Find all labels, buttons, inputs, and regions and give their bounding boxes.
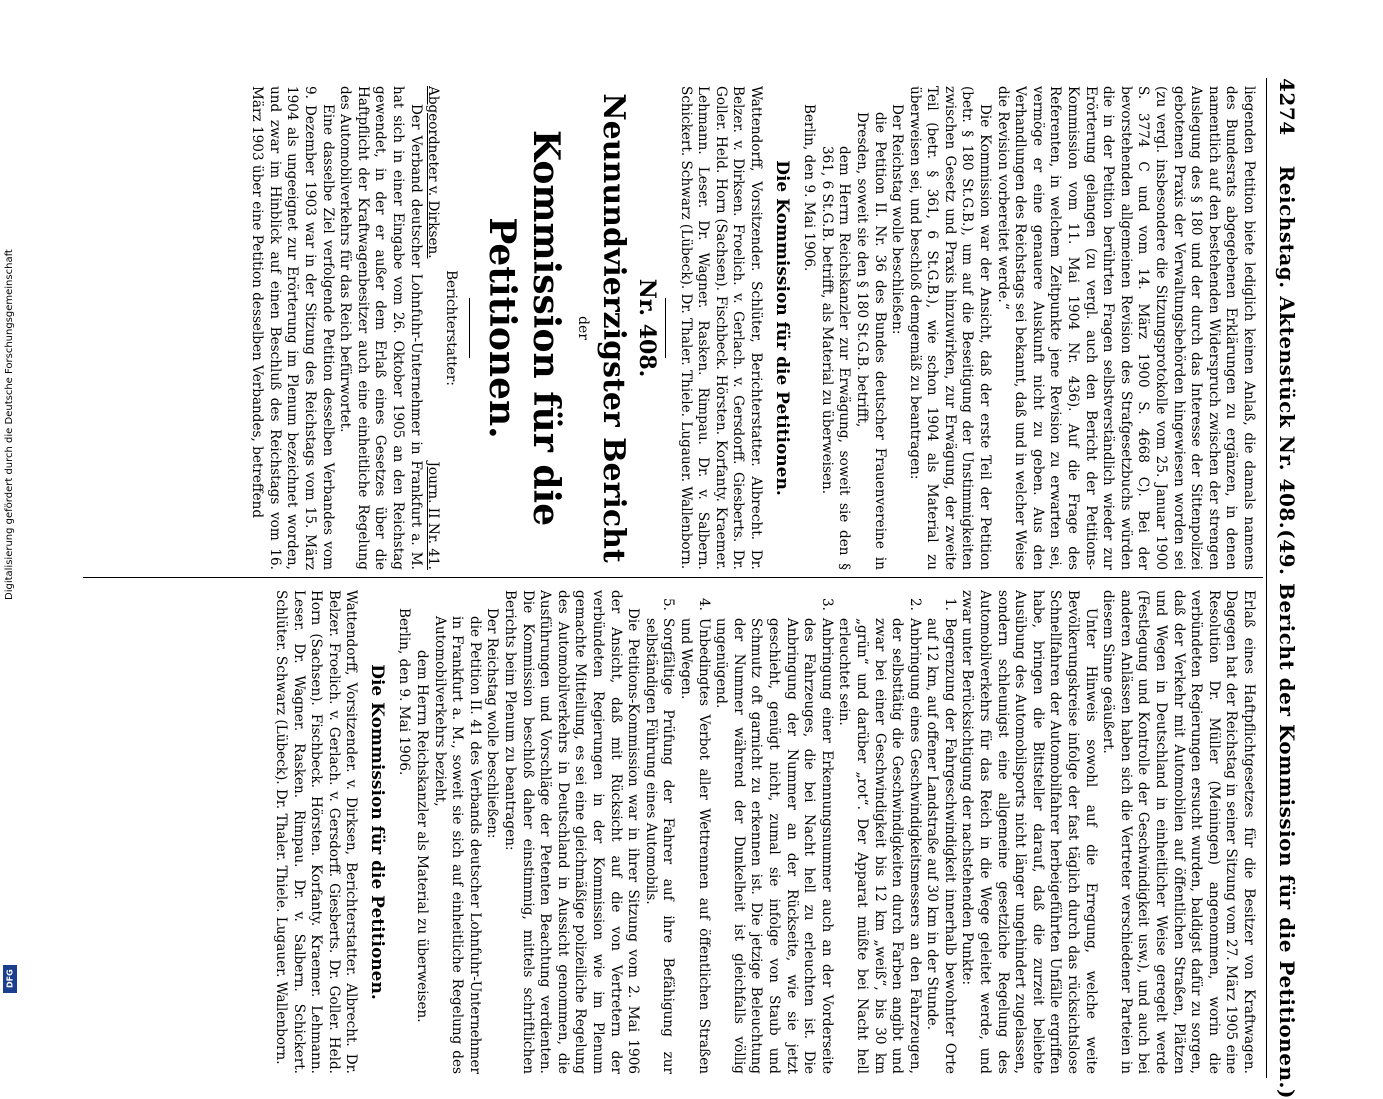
report-heading: Neunundvierzigster Bericht	[596, 93, 632, 563]
header-title: Reichstag. Aktenstück Nr. 408.	[1275, 165, 1299, 530]
left-column	[85, 86, 1257, 570]
heading-connector: der	[575, 316, 592, 340]
list-text: Sorgfältige Prüfung der Fahrer auf ihre Befähigung zur selbständigen Führung eines Automobils.	[642, 618, 677, 1074]
list-text: Anbringung einer Erkennungsnummer auch an der Vorderseite des Fahrzeuges, die bei Nacht hell zu erleuchten ist. Die Anbringung der Nummer an der Rückseite, wie sie jetzt geschieht, genügt nicht, zumal sie infolge von Staub und Schmutz oft garnicht zu erkennen ist. Die jetzige Beleuchtung der Nummer während der Dunkelheit ist gleichfalls völlig ungenügend.	[713, 618, 835, 1074]
paragraph: Eine dasselbe Ziel verfolgende Petition desselben Verbandes vom 9. Dezember 1903 war in der Sitzung des Reichstags vom 15. März 1904 als ungeeignet zur Erörterung im Plenum bezeichnet worden, und zwar im Hinblick auf einen Beschluß des Reichstags vom 16. März 1903 über eine Petition desselben Verbandes, betreffend	[249, 86, 336, 570]
list-item	[641, 590, 676, 1074]
column-divider	[83, 577, 1263, 578]
list-item	[835, 590, 923, 1074]
list-item	[676, 590, 711, 1074]
paragraph: Unter Hinweis sowohl auf die Erregung, welche weite Bevölkerungskreise infolge der fast täglich durch das rücksichtslose Schnellfahren der Automobilfahrer herbeigeführten Unfälle ergriffen habe, bringen die Bittsteller darauf, daß die zurzeit beliebte Ausübung des Automobilsports nicht länger ungehindert zugelassen, sondern schleunigst eine allgemeine gesetzliche Regelung des Automobilverkehrs für das Reich in die Wege geleitet werde, und zwar unter Berücksichtigung der nachstehenden Punkte:	[959, 590, 1099, 1074]
paragraph: Die Petitions-Kommission war in ihrer Sitzung vom 2. Mai 1906 der Ansicht, daß mit Rücksicht auf die von Vertretern der verbündeten Regierungen in der Kommission wie im Plenum gemachte Mitteilung, es sei eine gleichmäßige polizeiliche Regelung des Automobilverkehrs in Deutschland in Aussicht genommen, die Ausführungen und Vorschläge der Petenten Beachtung verdienten. Die Kommission beschloß daher einstimmig, mittels schriftlichen Berichts beim Plenum zu beantragen:	[502, 590, 642, 1074]
separator	[665, 298, 666, 358]
paragraph: Der Verband deutscher Lohnfuhr-Unternehmer in Frankfurt a. M. hat sich in einer Eingabe vom 26. Oktober 1905 an den Reichstag gewendet, in der er außer dem Erlaß eines Gesetzes über die Haftpflicht der Kraftwagenbesitzer auch eine einheitliche Regelung des Automobilverkehrs für das Reich befürwortet.	[337, 86, 424, 570]
separator	[469, 298, 470, 358]
dfg-logo: DFG	[3, 965, 17, 993]
demands-list	[641, 590, 958, 1074]
paragraph: liegenden Petition biete lediglich keinen Anlaß, die damals namens des Bundesrats abgegebenen Erklärungen zu ergänzen, in denen namentlich auf den bestehenden Widerspruch zwischen der strengen Auslegung des § 180 und der durch das Interesse der Sittenpolizei gebotenen Praxis der Verwaltungsbehörden hingewiesen worden sei (zu vergl. insbesondere die Sitzungsprotokolle vom 25. Januar 1900 S. 3774 C und vom 14. März 1900 S. 4668 C). Bei der bevorstehenden allgemeinen Revision des Strafgesetzbuchs würden die in der Petition berührten Fragen selbstverständlich wieder zur Erörterung gelangen (zu vergl. auch den Bericht der Petitions-Kommission vom 11. Mai 1904 Nr. 436). Auf die Frage des Referenten, in welchem Zeitpunkte jene Revision zu erwarten sei, vermöge er eine genauere Auskunft nicht zu geben. Aus den Verhandlungen des Reichstags sei bekannt, daß und in welcher Weise die Revision vorbereitet werde.“	[994, 86, 1257, 570]
list-number: 2.	[906, 598, 923, 611]
journal-number: Journ. II Nr. 41.	[425, 461, 442, 570]
paragraph: Erlaß eines Haftpflichtgesetzes für die Besitzer von Kraftwagen. Dagegen hat der Reichstag in seiner Sitzung vom 27. März 1905 eine Resolution Dr. Müller (Meiningen) angenommen, worin die verbündeten Regierungen ersucht wurden, baldigst dafür zu sorgen, daß der Verkehr mit Automobilen auf öffentlichen Straßen, Plätzen und Wegen in Deutschland in einheitlicher Weise geregelt werde (Festlegung und Kontrolle der Geschwindigkeit usw.), und auch bei anderen Anlässen haben sich die Vertreter verschiedener Parteien in diesem Sinne geäußert.	[1100, 590, 1257, 1074]
commission-title: Die Kommission für die Petitionen.	[771, 160, 792, 496]
list-number: 1.	[941, 598, 958, 611]
report-number: Nr. 408.	[634, 278, 660, 378]
list-item	[712, 590, 835, 1074]
list-number: 3.	[818, 598, 835, 611]
rapporteur-name: Abgeordneter v. Dirksen.	[425, 86, 442, 259]
list-number: 4.	[695, 598, 712, 611]
motion-text: dem Herrn Reichskanzler als Material zu überweisen.	[414, 650, 431, 1023]
commission-title: Die Kommission für die Petitionen.	[366, 664, 387, 1000]
digitization-note: Digitalisierung gefördert durch die Deutsche Forschungsgemeinschaft	[4, 249, 15, 600]
list-text: Unbedingtes Verbot aller Wettrennen auf öffentlichen Straßen und Wegen.	[678, 618, 712, 1074]
rapporteur-row	[424, 86, 442, 570]
date-line: Berlin, den 9. Mai 1906.	[396, 608, 413, 776]
page-header	[1267, 78, 1307, 1099]
member-list: Wattendorff, Vorsitzender. v. Dirksen, Berichterstatter. Albrecht. Dr. Belzer. Froelich. v. Gerlach. v. Gersdorff. Giesberts. Dr. Goller. Held. Horn (Sachsen). Fischbeck. Hörsten. Korfanty. Kraemer. Lehmann. Leser. Dr. Wagner. Rasken. Rimpau. Dr. v. Salbern. Schickert. Schlüter. Schwarz (Lübeck). Dr. Thaler. Thiele. Lugauer. Wallenborn.	[272, 590, 360, 1074]
rapporteur-label: Berichterstatter:	[442, 270, 459, 386]
page-number: 4274	[1275, 78, 1299, 136]
document-page	[76, 78, 1307, 1099]
paragraph: Der Reichstag wolle beschließen:	[484, 608, 501, 839]
member-list: Wattendorff, Vorsitzender. Schlüter, Berichterstatter. Albrecht. Dr. Belzer. v. Dirksen. Froelich. v. Gerlach. v. Gersdorff. Giesberts. Dr. Goller. Held. Horn (Sachsen). Fischbeck. Hörsten. Korfanty. Kraemer. Lehmann. Leser. Dr. Wagner. Rasken. Rimpau. Dr. v. Salbern. Schickert. Schwarz (Lübeck). Dr. Thaler. Thiele. Lugauer. Wallenborn.	[677, 86, 764, 570]
paragraph: Der Reichstag wolle beschließen:	[889, 104, 906, 335]
list-text: Anbringung eines Geschwindigkeitsmessers an den Fahrzeugen, der selbsttätig die Geschwindigkeiten durch Farben angibt und zwar bei einer Geschwindigkeit bis 12 km „weiß“, bis 30 km „grün“ und darüber „rot“. Der Apparat müßte bei Nacht hell erleuchtet sein.	[836, 618, 923, 1074]
list-text: Begrenzung der Fahrgeschwindigkeit innerhalb bewohnter Orte auf 12 km, auf offener Landstraße auf 30 km in der Stunde.	[924, 618, 958, 1074]
date-line: Berlin, den 9. Mai 1906.	[801, 104, 818, 272]
header-subtitle: (49. Bericht der Kommission für die Petitionen.)	[1275, 529, 1299, 1099]
right-column	[85, 590, 1257, 1074]
motion-text: die Petition II. Nr. 36 des Bundes deutscher Frauenvereine in Dresden, soweit sie den § 180 St.G.B. betrifft,	[853, 112, 888, 570]
header-rule	[1266, 78, 1267, 1078]
commission-heading: Kommission für die Petitionen.	[480, 129, 567, 527]
paragraph: Die Kommission war der Ansicht, daß der erste Teil der Petition (betr. § 180 St.G.B.), um auf die Beseitigung der Unstimmigkeiten zwischen Gesetz und Praxis hinzuwirken, zur Erwägung, der zweite Teil (betr. § 361, 6 St.G.B.), wie schon 1904 als Material zu überweisen sei, und beschloß demgemäß zu beantragen:	[906, 86, 994, 570]
motion-text: dem Herrn Reichskanzler zur Erwägung, soweit sie den § 361, 6 St.G.B. betrifft, als Material zu überweisen.	[818, 146, 853, 570]
motion-text: die Petition II. 41 des Verbands deutscher Lohnfuhr-Unternehmer in Frankfurt a. M., soweit sie sich auf einheitliche Regelung des Automobilverkehrs bezieht,	[431, 616, 483, 1074]
list-item	[923, 590, 958, 1074]
list-number: 5.	[660, 598, 677, 611]
